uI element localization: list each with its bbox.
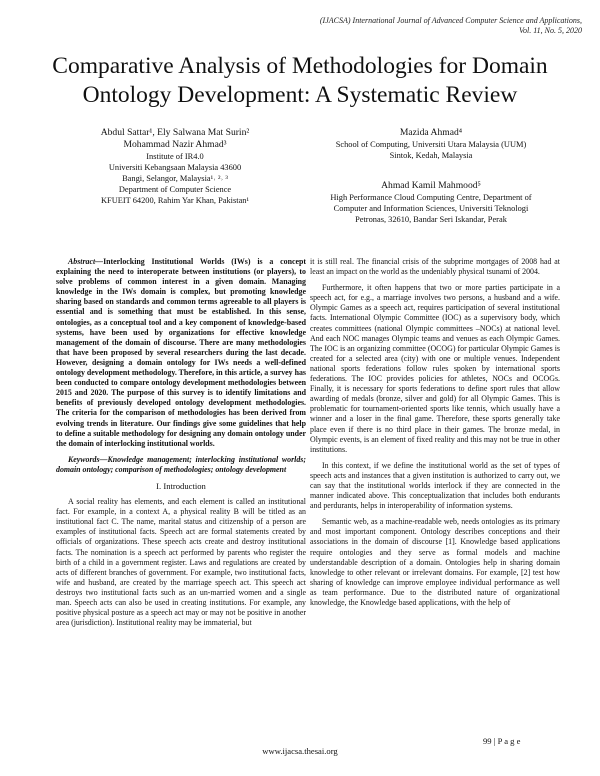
affiliation-line: Institute of IR4.0	[146, 152, 204, 161]
body-paragraph: A social reality has elements, and each element is called an institutional fact. For example, in a context A, a physical reality B will be titled as an institutional fact C. The name, marital status and citizenship of a person are examples of institutional facts. Speech act are formal statements created by officials of organizations. These speech acts create and destroy institutional facts. The nomination is a speech act performed by parents who register the birth of a child in a government register. Laws and regulations are created by acts of different branches of government. For example, two institutional facts, wife and husband, are created by the marriage speech act. This speech act destroys two institutional facts such as an un-married women and a single man. Speech acts can also be used in creating institutions. For example, any positive physical posture as a speech act may or may not be positive in another area (jurisdiction). Institutional reality may be immaterial, but	[56, 497, 306, 628]
left-column	[56, 257, 306, 744]
affiliation-line: Department of Computer Science	[118, 185, 232, 194]
footer-url: www.ijacsa.thesai.org	[262, 746, 338, 756]
keywords	[56, 455, 306, 475]
body-paragraph: it is still real. The financial crisis of the subprime mortgages of 2008 had at least an impact on the world as the undeniably physical tsunami of 2004.	[310, 257, 560, 277]
author-name-mazida: Mazida Ahmad⁴	[399, 127, 463, 138]
affiliation-line: School of Computing, Universiti Utara Malaysia (UUM)	[335, 140, 527, 149]
journal-header	[252, 16, 582, 36]
affiliation-line: High Performance Cloud Computing Centre, Department of	[330, 193, 532, 202]
abstract-text: Interlocking Institutional Worlds (IWs) is a concept explaining the need to interoperate between institutions (or players), to solve problems of common interest in a given domain. Managing knowledge in the IWs domain is complex, but promoting knowledge sharing based on standards and common terms agreeable to all players is essential and is something that must be established. In this sense, ontologies, as a conceptual tool and a key component of knowledge-based systems, have been used by organizations for effective knowledge management of the domain of discourse. There are many methodologies that have been proposed by several researchers during the last decade. However, designing a domain ontology for IWs needs a well-defined ontology development methodology. Therefore, in this article, a survey has been conducted to compare ontology development methodologies between 2015 and 2020. The purpose of this survey is to identify limitations and benefits of previously developed ontology development methodologies. The criteria for the comparison of methodologies has been derived from evolving trends in literature. Our findings give some guidelines that help to define a suitable methodology for designing any domain ontology under the domain of interlocking institutional worlds.	[56, 257, 306, 448]
author-name-kamil: Ahmad Kamil Mahmood⁵	[381, 180, 481, 191]
affiliation-line: Computer and Information Sciences, Universiti Teknologi	[333, 204, 529, 213]
journal-header-line2: Vol. 11, No. 5, 2020	[519, 26, 582, 35]
journal-header-line1: (IJACSA) International Journal of Advanced Computer Science and Applications,	[319, 16, 582, 25]
keywords-text: Knowledge management; interlocking institutional worlds; domain ontology; comparison of methodologies; ontology development	[56, 454, 306, 474]
abstract-label: Abstract—	[68, 257, 104, 266]
section-heading-introduction: I. Introduction	[156, 480, 206, 491]
body-paragraph: In this context, if we define the institutional world as the set of types of speech acts and instances that a given institution is authorized to carry out, we can say that the institutional worlds interlock if they are connected in the manner indicated above. This conceptualization that includes both endurants and perdurants, helps in interoperability of information systems.	[310, 460, 560, 511]
affiliation-line: Bangi, Selangor, Malaysia¹˒ ²˒ ³	[122, 174, 228, 183]
author-names-line2: Mohammad Nazir Ahmad³	[123, 139, 227, 150]
right-column	[310, 257, 560, 744]
abstract	[56, 257, 306, 449]
body-paragraph: Semantic web, as a machine-readable web, needs ontologies as its primary and most important component. Ontology describes conceptions and their associations in the domain of discourse [1]. Knowledge based applications require ontologies and they serve as formal models and machine understandable description of a domain. Ontologies help in sharing domain knowledge to other relevant or irrelevant domains. For example, [2] test how sharing of knowledge can improve employee individual performance as well as team performance. Due to the distributed nature of organizational knowledge, the Knowledge based applications, with the help of	[310, 517, 560, 607]
affiliation-line: KFUEIT 64200, Rahim Yar Khan, Pakistan¹	[101, 196, 249, 205]
keywords-label: Keywords—	[68, 454, 108, 464]
paper-title-line2: Ontology Development: A Systematic Review	[82, 82, 518, 108]
author-names-line1: Abdul Sattar¹, Ely Salwana Mat Surin²	[100, 127, 250, 138]
author-block-right	[318, 127, 544, 225]
affiliation-line: Sintok, Kedah, Malaysia	[389, 151, 473, 160]
body-paragraph: Furthermore, it often happens that two or more parties participate in a speech act, for e.g., a marriage involves two persons, a husband and a wife. Olympic Games as a speech act, requires participation of several institutional facts. International Olympic Committee (IOC) as a supervisory body, which creates committees (national Olympic committees –NOCs) at national level. And each NOC manages Olympic teams and venues as each Olympic Games. The IOC is an organizing committee (OCOG) for particular Olympic Games is created for a selected area (city) with one or multiple venues. Independent national sports federations follow rules spoken by international sports federations. The IOC provides policies for athletes, NOCs and OCOGs. Finally, it is necessary for sports federations to define sport rules that allow awarding of medals (bronze, silver and gold) for all Olympic Games. This is problematic for tournament-oriented sports like tennis, which usually have a winner and a loser in the final game. Therefore, these sports generally take place even if there is no third place in their games. The bronze medal, in Olympic events, is an element of fixed reality and this may not be true in other institutions.	[310, 283, 560, 454]
author-block-left	[62, 127, 288, 206]
affiliation-line: Petronas, 32610, Bandar Seri Iskandar, Perak	[355, 215, 507, 224]
paper-title-line1: Comparative Analysis of Methodologies for Domain	[52, 53, 548, 79]
page-number: 99 | P a g e	[483, 736, 521, 746]
affiliation-line: Universiti Kebangsaan Malaysia 43600	[108, 163, 242, 172]
paper-title	[20, 52, 580, 110]
